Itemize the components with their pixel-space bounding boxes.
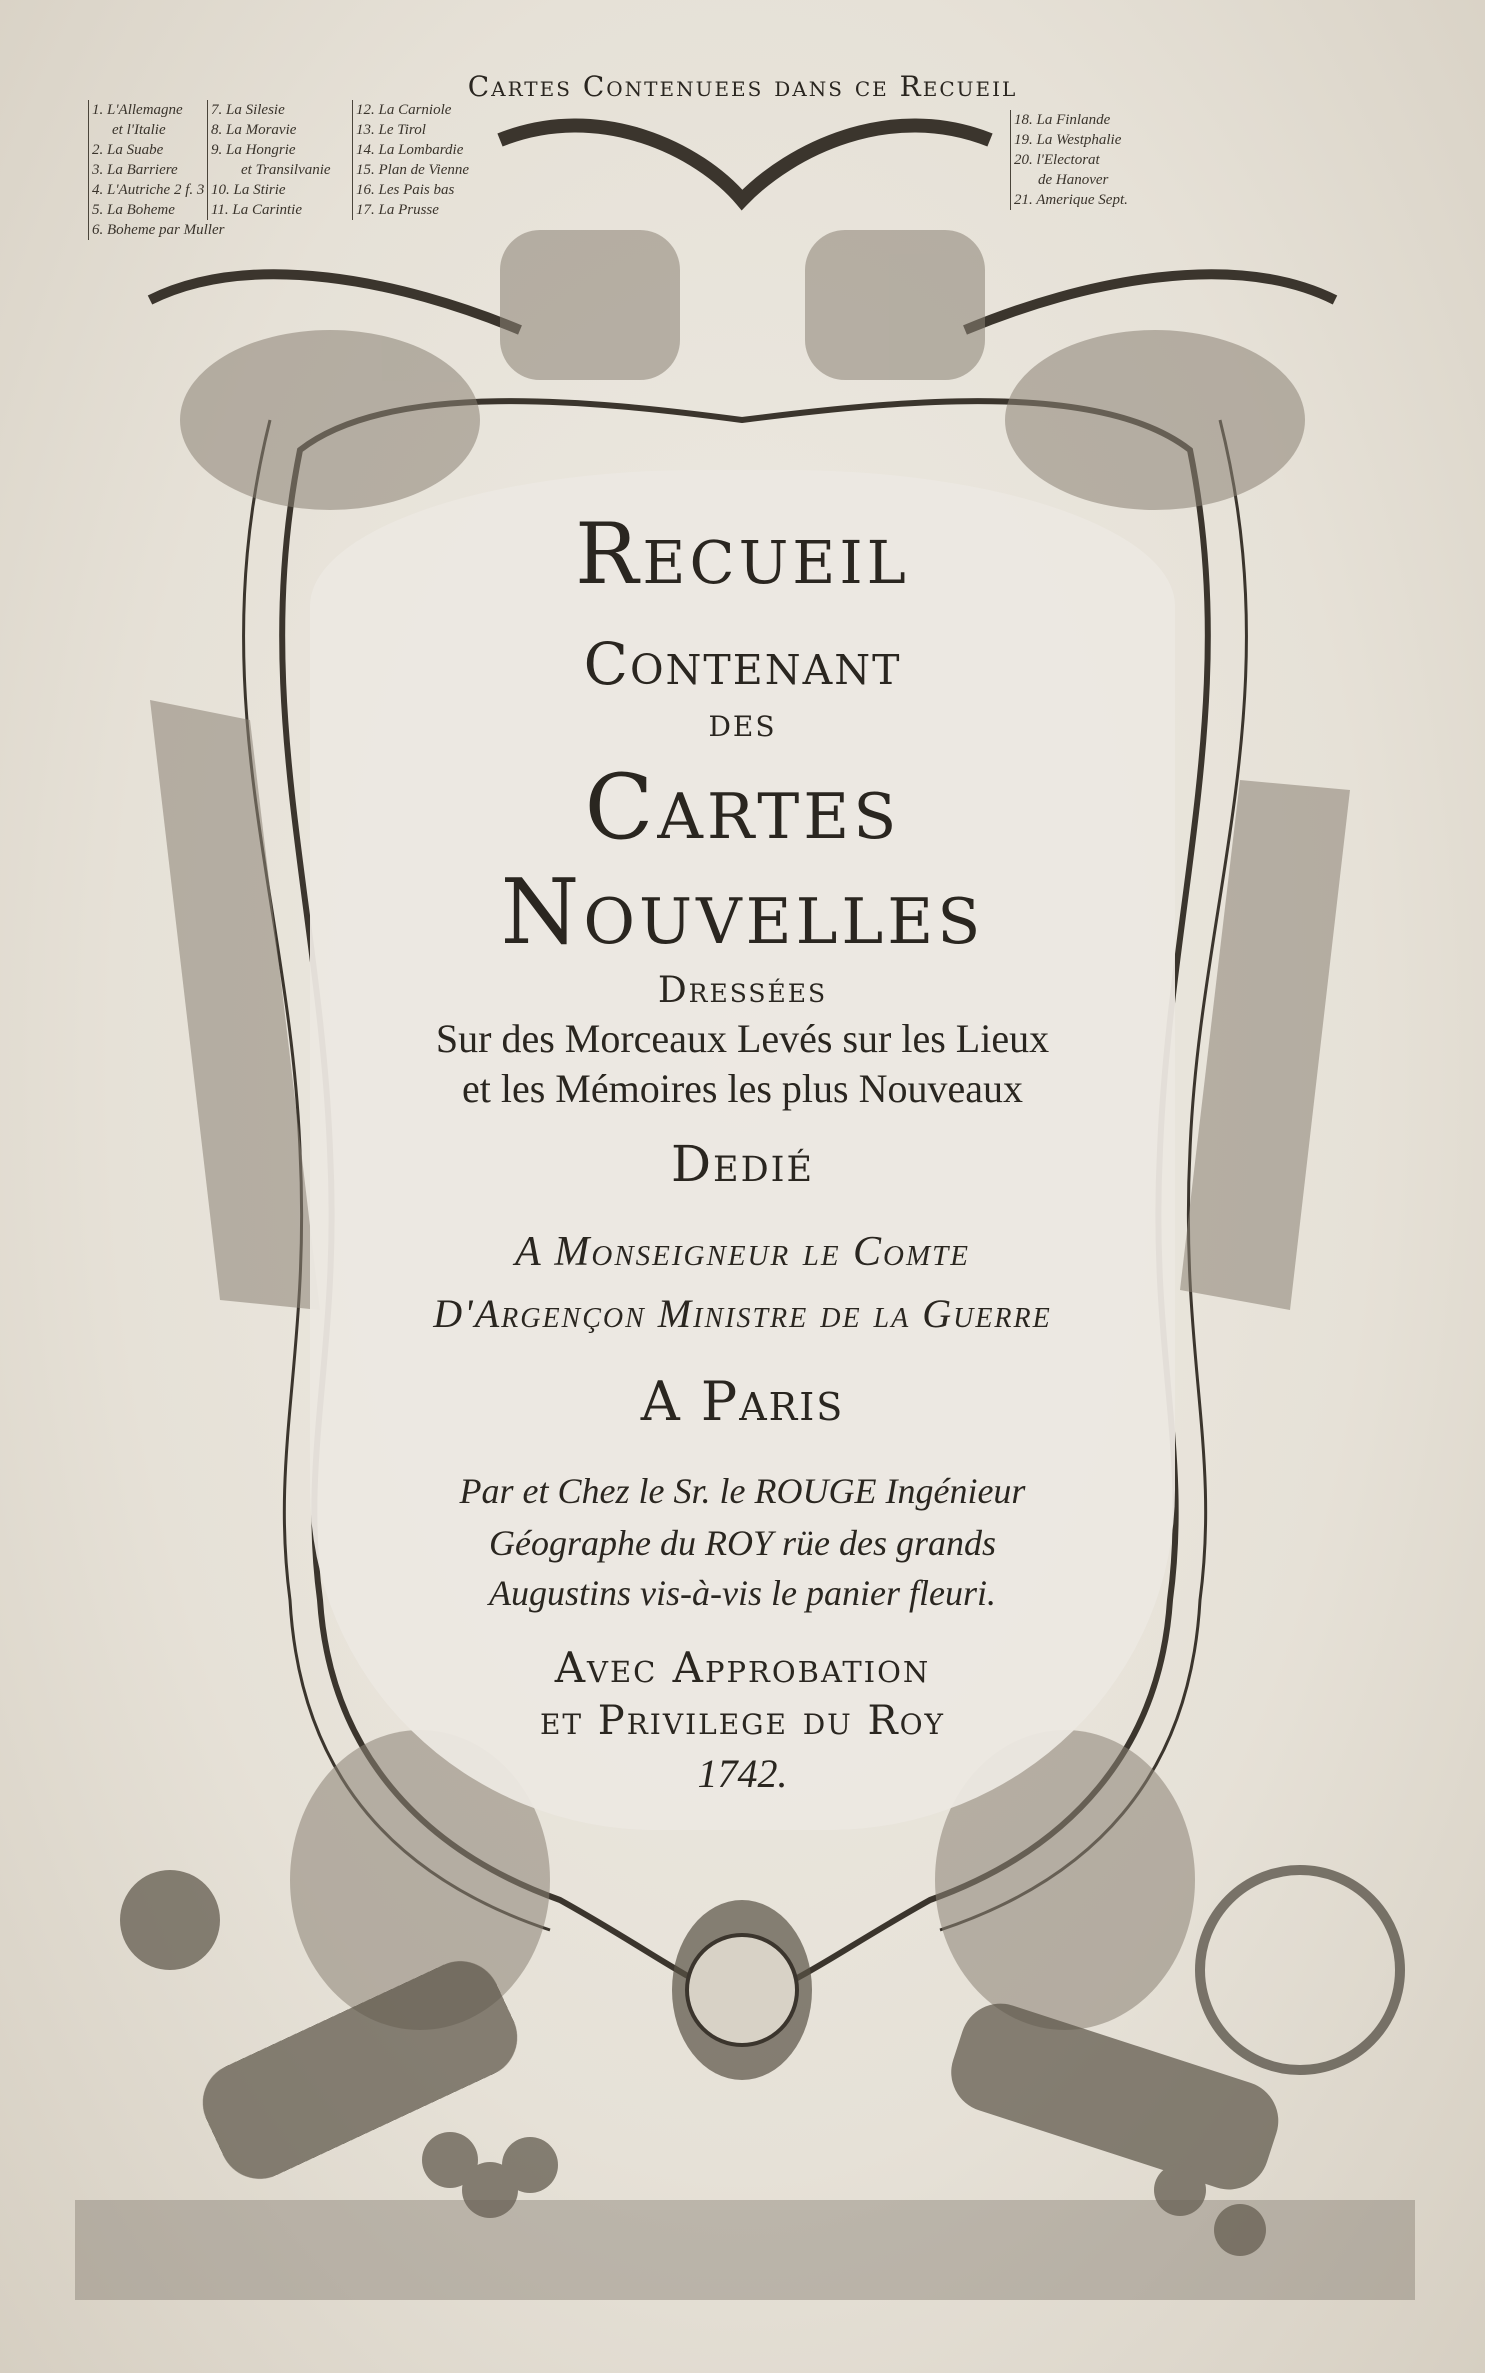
title-cartes: Cartes: [584, 755, 901, 860]
list-item: 14. La Lombardie: [356, 142, 464, 158]
list-item: 5. La Boheme: [92, 202, 175, 218]
map-list-col4: [1010, 110, 1128, 210]
list-item: 16. Les Pais bas: [356, 182, 455, 198]
list-item: 12. La Carniole: [356, 102, 452, 118]
approval-line2: et Privilege du Roy: [539, 1698, 946, 1744]
imprint-line2: Géographe du ROY rüe des grands: [489, 1523, 996, 1563]
title-contenant: Contenant: [583, 630, 902, 698]
map-list-col1: [88, 100, 224, 240]
list-item: 15. Plan de Vienne: [356, 162, 470, 178]
title-dressees: Dressées: [657, 970, 828, 1011]
list-item: 1. L'Allemagne: [92, 102, 183, 118]
map-list-col3: [352, 100, 469, 220]
list-item: 6. Boheme par Muller: [92, 222, 225, 238]
list-item: 10. La Stirie: [211, 182, 286, 198]
map-list-col2: [207, 100, 331, 220]
list-item: et Transilvanie: [241, 162, 331, 178]
title-nouvelles: Nouvelles: [500, 860, 985, 965]
list-item: 19. La Westphalie: [1014, 132, 1122, 148]
title-des: des: [708, 700, 777, 746]
list-item: 17. La Prusse: [356, 202, 439, 218]
list-item: 3. La Barriere: [92, 162, 178, 178]
dedication-line2: D'Argençon Ministre de la Guerre: [433, 1291, 1052, 1336]
list-item: 21. Amerique Sept.: [1014, 192, 1128, 208]
year: 1742.: [697, 1751, 788, 1796]
imprint-city: A Paris: [640, 1370, 845, 1433]
header-title: Cartes Contenuees dans ce Recueil: [467, 70, 1018, 103]
list-item: 9. La Hongrie: [211, 142, 296, 158]
list-item: de Hanover: [1038, 172, 1109, 188]
subtitle-line2: et les Mémoires les plus Nouveaux: [462, 1066, 1023, 1111]
list-item: 13. Le Tirol: [356, 122, 426, 138]
list-item: 8. La Moravie: [211, 122, 297, 138]
dedication-line1: A Monseigneur le Comte: [515, 1229, 970, 1275]
subtitle-line1: Sur des Morceaux Levés sur les Lieux: [435, 1016, 1050, 1061]
imprint-line1: Par et Chez le Sr. le ROUGE Ingénieur: [459, 1471, 1026, 1511]
list-item: 4. L'Autriche 2 f. 3: [92, 182, 205, 198]
list-item: 18. La Finlande: [1014, 112, 1111, 128]
approval-line1: Avec Approbation: [554, 1643, 931, 1692]
dedication-label: Dedié: [670, 1135, 815, 1193]
list-item: et l'Italie: [112, 122, 166, 138]
imprint-line3: Augustins vis-à-vis le panier fleuri.: [489, 1573, 996, 1613]
list-item: 2. La Suabe: [92, 142, 164, 158]
list-item: 20. l'Electorat: [1014, 152, 1100, 168]
title-recueil: Recueil: [575, 505, 910, 603]
list-item: 11. La Carintie: [211, 202, 302, 218]
list-item: 7. La Silesie: [211, 102, 285, 118]
